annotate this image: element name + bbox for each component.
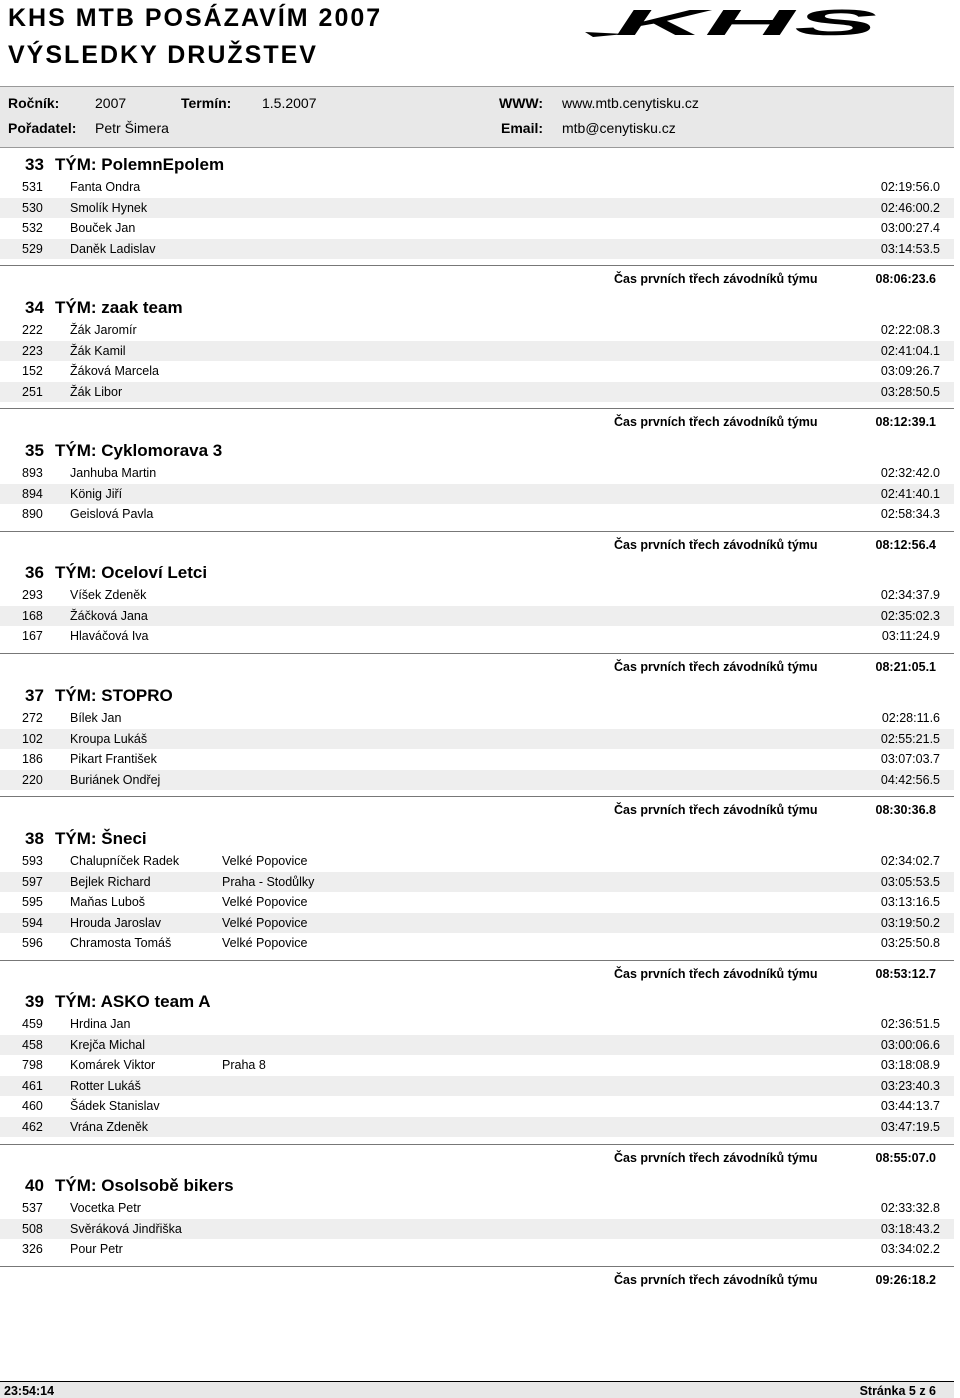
team-name: Šneci <box>101 829 147 848</box>
rider-name: Buriánek Ondřej <box>70 772 161 787</box>
page-number: Stránka 5 z 6 <box>859 1384 936 1398</box>
rider-time: 02:36:51.5 <box>880 1017 940 1031</box>
rider-name: Maňas Luboš <box>70 895 146 910</box>
member-row <box>0 1076 954 1096</box>
team-header <box>25 441 222 461</box>
start-number: 462 <box>22 1120 43 1134</box>
rocnik-value: 2007 <box>95 95 127 111</box>
member-row <box>0 585 954 605</box>
start-number: 461 <box>22 1078 43 1093</box>
team-separator <box>0 796 954 797</box>
rider-name: Hrouda Jaroslav <box>70 915 162 930</box>
team-total-row <box>0 800 954 820</box>
rider-name: Smolík Hynek <box>70 200 148 215</box>
team-rank: 37 <box>25 686 44 705</box>
email-label: Email: <box>501 120 544 136</box>
member-row <box>0 463 954 483</box>
team-header <box>25 992 211 1012</box>
team-total-time: 08:12:39.1 <box>875 415 936 429</box>
member-row <box>0 382 954 402</box>
rider-time: 03:25:50.8 <box>880 936 940 951</box>
start-number: 508 <box>22 1221 43 1236</box>
rider-name: Chalupníček Radek <box>70 854 180 868</box>
rider-name: Pour Petr <box>70 1242 123 1257</box>
team-label: TÝM: <box>55 298 97 317</box>
team-total-label: Čas prvních třech závodníků týmu <box>614 1273 818 1287</box>
start-number: 529 <box>22 241 43 256</box>
rider-time: 03:18:08.9 <box>880 1058 940 1073</box>
team-name: Osolsobě bikers <box>101 1176 234 1195</box>
member-row <box>0 1055 954 1075</box>
start-number: 594 <box>22 915 43 930</box>
rider-name: Pikart František <box>70 752 157 767</box>
rider-club: Velké Popovice <box>222 895 308 910</box>
termin-label: Termín: <box>181 95 232 111</box>
member-row <box>0 708 954 728</box>
rider-time: 02:33:32.8 <box>880 1201 940 1215</box>
start-number: 251 <box>22 384 43 399</box>
team-total-time: 08:06:23.6 <box>875 272 936 286</box>
rider-name: Hlaváčová Iva <box>70 629 149 644</box>
rider-name: Chramosta Tomáš <box>70 936 172 951</box>
start-number: 168 <box>22 608 43 623</box>
www-label: WWW: <box>499 95 544 111</box>
rider-time: 03:09:26.7 <box>880 364 940 379</box>
start-number: 222 <box>22 323 43 337</box>
rider-name: Žáková Marcela <box>70 364 159 379</box>
start-number: 596 <box>22 936 43 951</box>
rider-time: 02:34:02.7 <box>880 854 940 868</box>
rider-name: Janhuba Martin <box>70 466 157 480</box>
rider-name: Bejlek Richard <box>70 874 151 889</box>
member-row <box>0 729 954 749</box>
rider-name: Kroupa Lukáš <box>70 731 148 746</box>
member-row <box>0 239 954 259</box>
rocnik-label: Ročník: <box>8 95 60 111</box>
member-row <box>0 1096 954 1116</box>
start-number: 223 <box>22 343 43 358</box>
rider-name: Šádek Stanislav <box>70 1099 160 1114</box>
rider-time: 03:28:50.5 <box>880 384 940 399</box>
team-total-row <box>0 1148 954 1168</box>
member-row <box>0 320 954 340</box>
rider-name: Žák Libor <box>70 384 123 399</box>
rider-name: Vrána Zdeněk <box>70 1120 149 1134</box>
page-subtitle: VÝSLEDKY DRUŽSTEV <box>8 41 318 69</box>
member-row <box>0 606 954 626</box>
member-row <box>0 1035 954 1055</box>
member-row <box>0 770 954 790</box>
start-number: 459 <box>22 1017 43 1031</box>
rider-time: 03:18:43.2 <box>880 1221 940 1236</box>
team-total-time: 08:55:07.0 <box>875 1151 936 1165</box>
rider-name: Bouček Jan <box>70 221 136 236</box>
team-separator <box>0 1144 954 1145</box>
rider-name: Víšek Zdeněk <box>70 588 147 602</box>
member-row <box>0 892 954 912</box>
rider-time: 02:34:37.9 <box>880 588 940 602</box>
team-separator <box>0 265 954 266</box>
rider-name: Geislová Pavla <box>70 507 154 522</box>
rider-time: 04:42:56.5 <box>880 772 940 787</box>
rider-club: Velké Popovice <box>222 854 308 868</box>
member-row <box>0 484 954 504</box>
khs-logo <box>585 6 880 38</box>
team-total-time: 08:12:56.4 <box>875 538 936 552</box>
rider-name: Žák Jaromír <box>70 323 137 337</box>
team-header <box>25 1176 234 1196</box>
rider-name: Bílek Jan <box>70 711 122 725</box>
member-row <box>0 504 954 524</box>
rider-name: Rotter Lukáš <box>70 1078 141 1093</box>
start-number: 272 <box>22 711 43 725</box>
member-row <box>0 851 954 871</box>
team-name: Oceloví Letci <box>101 563 208 582</box>
rider-time: 02:22:08.3 <box>880 323 940 337</box>
rider-time: 03:19:50.2 <box>880 915 940 930</box>
rider-club: Velké Popovice <box>222 915 308 930</box>
team-separator <box>0 1266 954 1267</box>
member-row <box>0 341 954 361</box>
start-number: 894 <box>22 486 43 501</box>
member-row <box>0 198 954 218</box>
team-total-label: Čas prvních třech závodníků týmu <box>614 967 818 981</box>
rider-time: 02:41:04.1 <box>880 343 940 358</box>
start-number: 530 <box>22 200 43 215</box>
team-total-label: Čas prvních třech závodníků týmu <box>614 415 818 429</box>
rider-time: 02:41:40.1 <box>880 486 940 501</box>
member-row <box>0 1117 954 1137</box>
team-rank: 39 <box>25 992 44 1011</box>
rider-time: 02:46:00.2 <box>880 200 940 215</box>
rider-name: König Jiří <box>70 486 123 501</box>
rider-time: 03:00:27.4 <box>880 221 940 236</box>
start-number: 152 <box>22 364 43 379</box>
team-name: zaak team <box>101 298 183 317</box>
start-number: 460 <box>22 1099 43 1114</box>
team-total-label: Čas prvních třech závodníků týmu <box>614 272 818 286</box>
team-total-label: Čas prvních třech závodníků týmu <box>614 1151 818 1165</box>
rider-time: 03:14:53.5 <box>880 241 940 256</box>
team-label: TÝM: <box>55 829 97 848</box>
team-total-time: 08:21:05.1 <box>875 660 936 674</box>
team-label: TÝM: <box>55 155 97 174</box>
team-rank: 36 <box>25 563 44 582</box>
start-number: 595 <box>22 895 43 910</box>
team-total-label: Čas prvních třech závodníků týmu <box>614 660 818 674</box>
member-row <box>0 1014 954 1034</box>
info-bar <box>0 86 954 148</box>
team-total-row <box>0 535 954 555</box>
team-label: TÝM: <box>55 992 97 1011</box>
member-row <box>0 933 954 953</box>
team-header <box>25 563 207 583</box>
email-link[interactable]: mtb@cenytisku.cz <box>562 120 676 136</box>
rider-name: Svěráková Jindřiška <box>70 1221 182 1236</box>
page-title: KHS MTB POSÁZAVÍM 2007 <box>8 4 383 32</box>
rider-time: 02:35:02.3 <box>880 608 940 623</box>
logo-text: KHS <box>615 6 877 38</box>
member-row <box>0 626 954 646</box>
start-number: 532 <box>22 221 43 236</box>
team-name: ASKO team A <box>100 992 211 1011</box>
rider-time: 03:47:19.5 <box>880 1120 940 1134</box>
team-name: STOPRO <box>101 686 173 705</box>
start-number: 798 <box>22 1058 43 1073</box>
team-total-row <box>0 964 954 984</box>
member-row <box>0 872 954 892</box>
team-label: TÝM: <box>55 563 97 582</box>
team-total-row <box>0 1270 954 1290</box>
member-row <box>0 913 954 933</box>
team-separator <box>0 531 954 532</box>
www-link[interactable]: www.mtb.cenytisku.cz <box>562 95 699 111</box>
team-total-row <box>0 657 954 677</box>
member-row <box>0 361 954 381</box>
rider-name: Vocetka Petr <box>70 1201 141 1215</box>
member-row <box>0 749 954 769</box>
start-number: 531 <box>22 180 43 194</box>
team-rank: 35 <box>25 441 44 460</box>
team-label: TÝM: <box>55 441 97 460</box>
rider-time: 03:07:03.7 <box>880 752 940 767</box>
team-total-row <box>0 412 954 432</box>
member-row <box>0 1198 954 1218</box>
team-header <box>25 298 183 318</box>
rider-club: Praha - Stodůlky <box>222 874 315 889</box>
start-number: 186 <box>22 752 43 767</box>
member-row <box>0 177 954 197</box>
team-rank: 34 <box>25 298 44 317</box>
rider-club: Velké Popovice <box>222 936 308 951</box>
team-total-label: Čas prvních třech závodníků týmu <box>614 538 818 552</box>
rider-name: Hrdina Jan <box>70 1017 131 1031</box>
termin-value: 1.5.2007 <box>262 95 317 111</box>
start-number: 893 <box>22 466 43 480</box>
rider-time: 02:32:42.0 <box>880 466 940 480</box>
team-name: PolemnEpolem <box>101 155 225 174</box>
rider-name: Daněk Ladislav <box>70 241 156 256</box>
rider-name: Krejča Michal <box>70 1037 146 1052</box>
rider-time: 03:23:40.3 <box>880 1078 940 1093</box>
team-rank: 33 <box>25 155 44 174</box>
rider-name: Žák Kamil <box>70 343 126 358</box>
team-label: TÝM: <box>55 1176 97 1195</box>
member-row <box>0 1219 954 1239</box>
rider-time: 02:55:21.5 <box>880 731 940 746</box>
start-number: 293 <box>22 588 43 602</box>
rider-time: 03:00:06.6 <box>880 1037 940 1052</box>
poradatel-value: Petr Šimera <box>95 120 169 136</box>
team-total-time: 08:53:12.7 <box>875 967 936 981</box>
start-number: 458 <box>22 1037 43 1052</box>
rider-name: Fanta Ondra <box>70 180 141 194</box>
footer-bar <box>0 1381 954 1398</box>
team-total-row <box>0 269 954 289</box>
rider-time: 03:34:02.2 <box>880 1242 940 1257</box>
rider-name: Komárek Viktor <box>70 1058 156 1073</box>
team-total-label: Čas prvních třech závodníků týmu <box>614 803 818 817</box>
rider-time: 02:58:34.3 <box>880 507 940 522</box>
team-total-time: 08:30:36.8 <box>875 803 936 817</box>
rider-time: 03:44:13.7 <box>880 1099 940 1114</box>
rider-time: 03:13:16.5 <box>880 895 940 910</box>
member-row <box>0 218 954 238</box>
team-total-time: 09:26:18.2 <box>875 1273 936 1287</box>
start-number: 102 <box>22 731 43 746</box>
start-number: 326 <box>22 1242 43 1257</box>
team-separator <box>0 408 954 409</box>
team-name: Cyklomorava 3 <box>101 441 223 460</box>
team-header <box>25 155 224 175</box>
rider-club: Praha 8 <box>222 1058 266 1073</box>
start-number: 593 <box>22 854 43 868</box>
team-rank: 40 <box>25 1176 44 1195</box>
rider-time: 03:11:24.9 <box>881 629 940 644</box>
team-label: TÝM: <box>55 686 97 705</box>
start-number: 597 <box>22 874 43 889</box>
start-number: 167 <box>22 629 43 644</box>
print-time: 23:54:14 <box>4 1384 55 1398</box>
rider-time: 03:05:53.5 <box>880 874 940 889</box>
rider-name: Žáčková Jana <box>70 608 148 623</box>
team-header <box>25 829 147 849</box>
start-number: 890 <box>22 507 43 522</box>
team-rank: 38 <box>25 829 44 848</box>
poradatel-label: Pořadatel: <box>8 120 77 136</box>
rider-time: 02:28:11.6 <box>881 711 940 725</box>
team-separator <box>0 960 954 961</box>
start-number: 537 <box>22 1201 43 1215</box>
team-separator <box>0 653 954 654</box>
rider-time: 02:19:56.0 <box>880 180 940 194</box>
member-row <box>0 1239 954 1259</box>
start-number: 220 <box>22 772 43 787</box>
team-header <box>25 686 173 706</box>
